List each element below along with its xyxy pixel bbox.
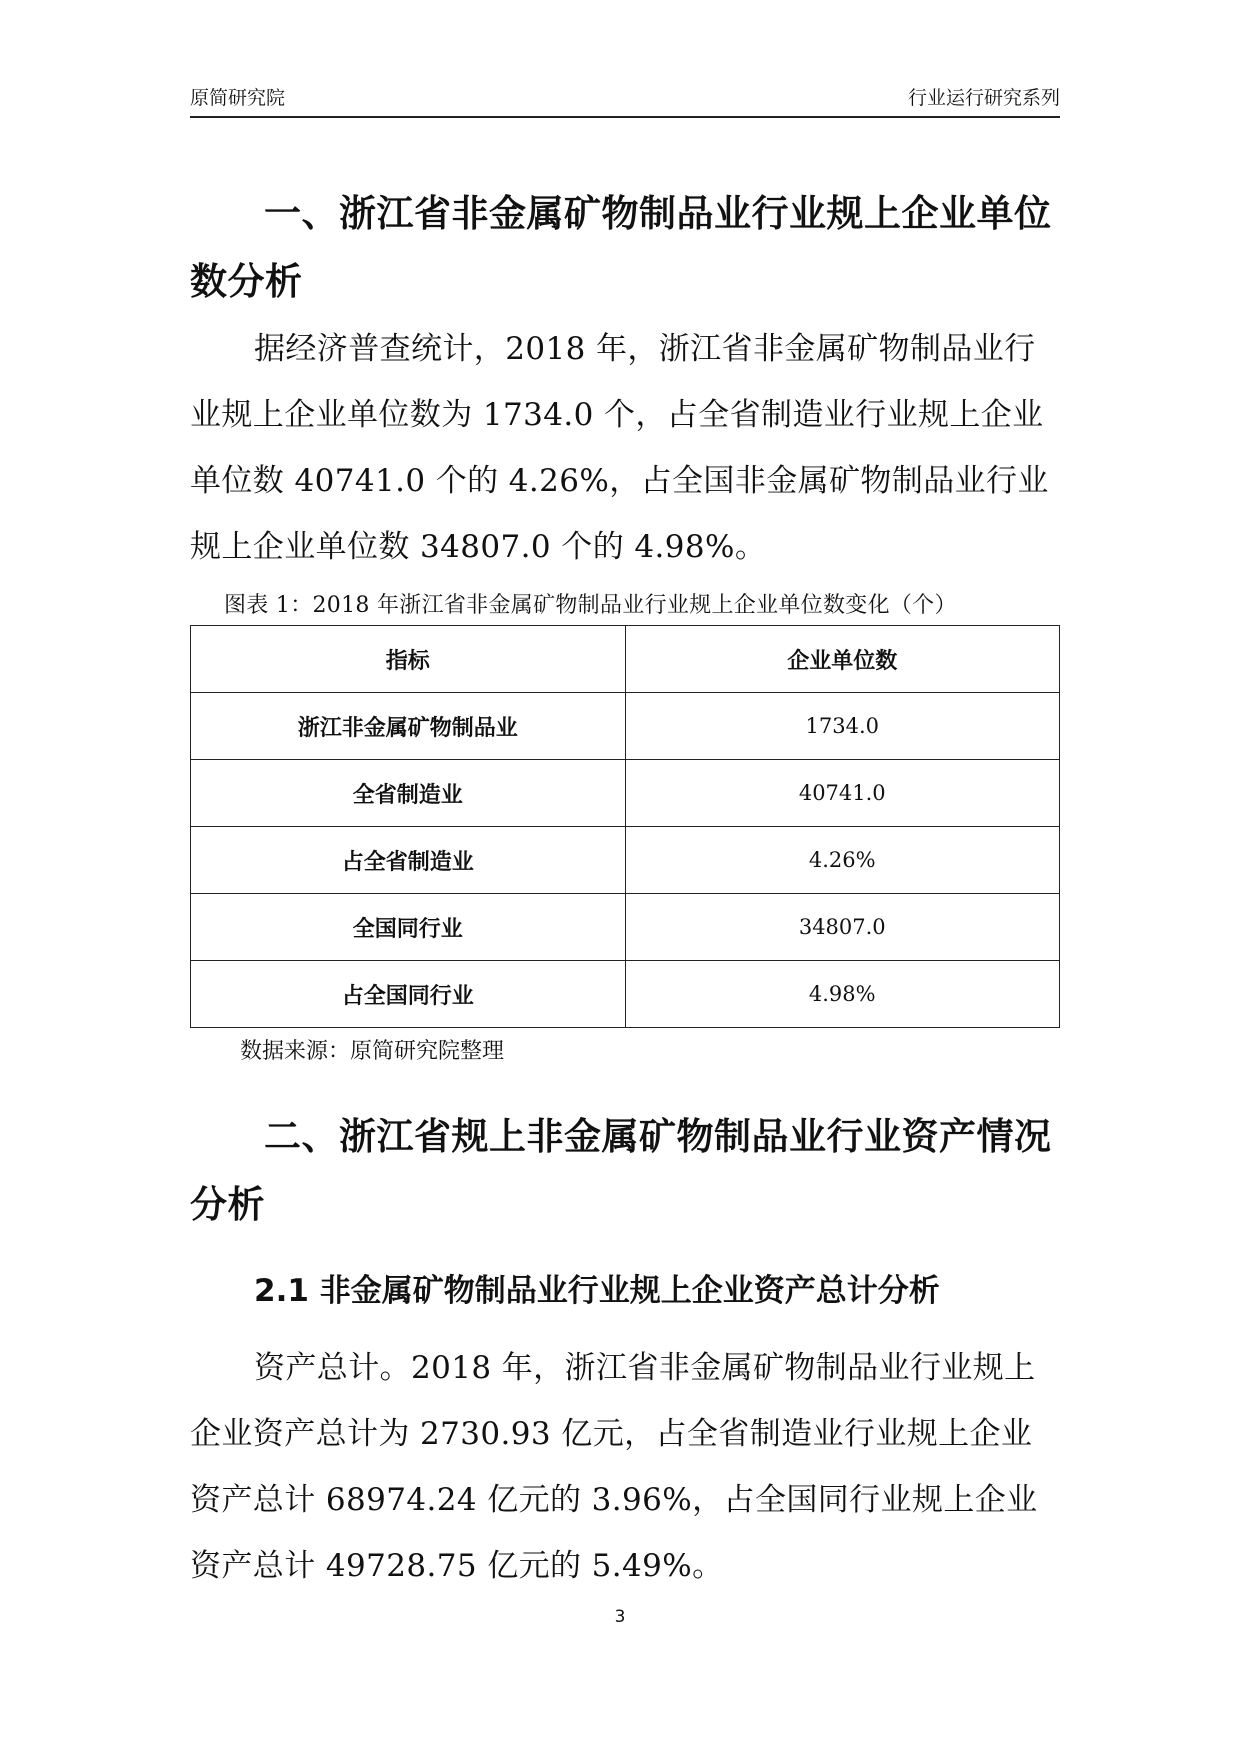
row-value: 4.98% bbox=[625, 961, 1060, 1028]
row-value: 1734.0 bbox=[625, 693, 1060, 760]
section1-paragraph: 据经济普查统计，2018 年，浙江省非金属矿物制品业行业规上企业单位数为 1734.0 个，占全省制造业行业规上企业单位数 40741.0 个的 4.26%，占全国非金属矿物制品业行业规上企业单位数 34807.0 个的 4.98%。 bbox=[190, 331, 1049, 565]
row-label: 占全省制造业 bbox=[191, 827, 626, 894]
table-header-row bbox=[191, 626, 1060, 693]
section2-paragraph: 资产总计。2018 年，浙江省非金属矿物制品业行业规上企业资产总计为 2730.93 亿元，占全省制造业行业规上企业资产总计 68974.24 亿元的 3.96%，占全国同行业规上企业资产总计 49728.75 亿元的 5.49%。 bbox=[190, 1350, 1038, 1584]
table-row bbox=[191, 760, 1060, 827]
page-number: 3 bbox=[614, 1607, 626, 1627]
page-header bbox=[190, 86, 1060, 118]
row-value: 34807.0 bbox=[625, 894, 1060, 961]
table-caption: 图表 1：2018 年浙江省非金属矿物制品业行业规上企业单位数变化（个） bbox=[224, 593, 957, 618]
section2-subtitle: 2.1 非金属矿物制品业行业规上企业资产总计分析 bbox=[254, 1273, 940, 1309]
row-value: 40741.0 bbox=[625, 760, 1060, 827]
table-header-count: 企业单位数 bbox=[625, 626, 1060, 693]
section1-title: 一、浙江省非金属矿物制品业行业规上企业单位数分析 bbox=[190, 192, 1052, 303]
table-row bbox=[191, 961, 1060, 1028]
enterprise-count-table bbox=[190, 625, 1060, 1028]
table-header-indicator: 指标 bbox=[191, 626, 626, 693]
header-series: 行业运行研究系列 bbox=[907, 87, 1060, 109]
header-org: 原简研究院 bbox=[190, 87, 286, 109]
table-source: 数据来源：原简研究院整理 bbox=[240, 1039, 505, 1064]
table-row bbox=[191, 827, 1060, 894]
row-label: 全国同行业 bbox=[191, 894, 626, 961]
row-value: 4.26% bbox=[625, 827, 1060, 894]
table-row bbox=[191, 894, 1060, 961]
row-label: 浙江非金属矿物制品业 bbox=[191, 693, 626, 760]
section2-title: 二、浙江省规上非金属矿物制品业行业资产情况分析 bbox=[190, 1115, 1052, 1226]
page-content bbox=[190, 180, 1060, 1599]
row-label: 占全国同行业 bbox=[191, 961, 626, 1028]
row-label: 全省制造业 bbox=[191, 760, 626, 827]
table-row bbox=[191, 693, 1060, 760]
